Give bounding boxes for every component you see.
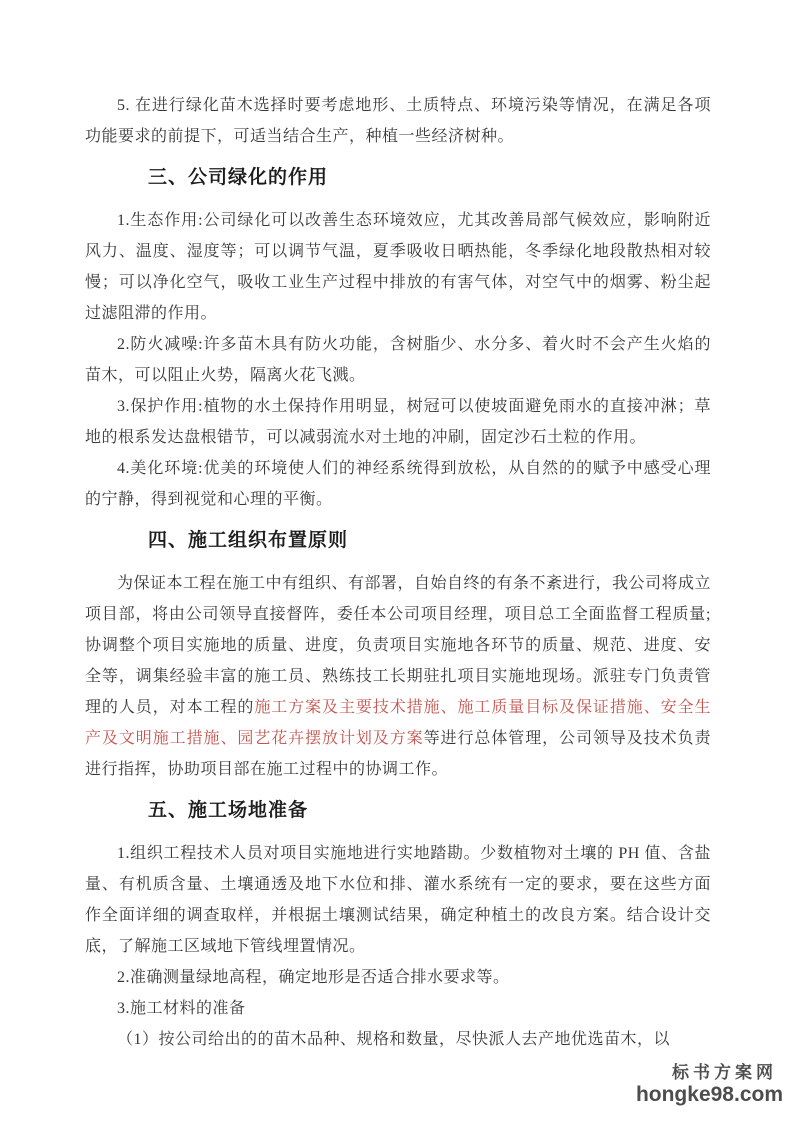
section-heading-construction-organization: 四、施工组织布置原则 (148, 530, 349, 551)
paragraph-ecological-role: 1.生态作用:公司绿化可以改善生态环境效应，尤其改善局部气候效应，影响附近风力、温度、湿度等；可以调节气温，夏季吸收日晒热能，冬季绿化地段散热相对较慢；可以净化空气，吸收工业生产过程中排放的有害气体，对空气中的烟雾、粉尘起过滤阻滞的作用。 (85, 212, 711, 322)
text-run-black-2: 等进行总体管理，公司领导及技术负责进行指挥，协助项目部在施工过程中的协调工作。 (85, 730, 711, 778)
paragraph-material-preparation: 3.施工材料的准备 (117, 1000, 246, 1017)
paragraph-beautify-environment: 4.美化环境:优美的环境使人们的神经系统得到放松，从自然的的赋予中感受心理的宁静，得到视觉和心理的平衡。 (85, 460, 711, 508)
watermark (636, 1064, 783, 1106)
watermark-site-url: hongke98.com (635, 1082, 783, 1106)
section-heading-greening-role: 三、公司绿化的作用 (148, 167, 329, 188)
text-run-black-1: 为保证本工程在施工中有组织、有部署，自始自终的有条不紊进行，我公司将成立项目部，将由公司领导直接督阵，委任本公司项目经理，项目总工全面监督工程质量;协调整个项目实施地的质量、进度，负责项目实施地各环节的质量、规范、进度、安全等，调集经验丰富的施工员、熟练技工长期驻扎项目实施地现场。派驻专门负责管理的人员，对本工程的 (85, 575, 712, 716)
text-run-red: 施工方案及主要技术措施、施工质量目标及保证措施、安全生产及文明施工措施、园艺花卉摆放计划及方案 (85, 699, 711, 747)
watermark-site-name: 标书方案网 (672, 1063, 777, 1083)
paragraph-organization-principle (85, 568, 711, 785)
paragraph-protection-role: 3.保护作用:植物的水土保持作用明显，树冠可以使坡面避免雨水的直接冲淋；草地的根系发达盘根错节，可以减弱流水对土地的冲刷，固定沙石土粒的作用。 (85, 398, 711, 446)
section-heading-site-preparation: 五、施工场地准备 (148, 800, 309, 821)
paragraph-elevation-measure: 2.准确测量绿地高程，确定地形是否适合排水要求等。 (117, 969, 510, 986)
paragraph-fireproof-noise: 2.防火减噪:许多苗木具有防火功能，含树脂少、水分多、着火时不会产生火焰的苗木，可以阻止火势，隔离火花飞溅。 (85, 336, 711, 384)
paragraph-site-survey: 1.组织工程技术人员对项目实施地进行实地踏勘。少数植物对土壤的 PH 值、含盐量、有机质含量、土壤通透及地下水位和排、灌水系统有一定的要求，要在这些方面作全面详细的调查取样，并根据土壤测试结果，确定种植土的改良方案。结合设计交底，了解施工区域地下管线埋置情况。 (85, 845, 711, 955)
paragraph-seedling-selection: 5. 在进行绿化苗木选择时要考虑地形、土质特点、环境污染等情况，在满足各项功能要求的前提下，可适当结合生产，种植一些经济树种。 (85, 97, 711, 145)
paragraph-seedling-sourcing: （1）按公司给出的的苗木品种、规格和数量，尽快派人去产地优选苗木，以 (117, 1031, 671, 1048)
document-content (85, 90, 711, 1055)
